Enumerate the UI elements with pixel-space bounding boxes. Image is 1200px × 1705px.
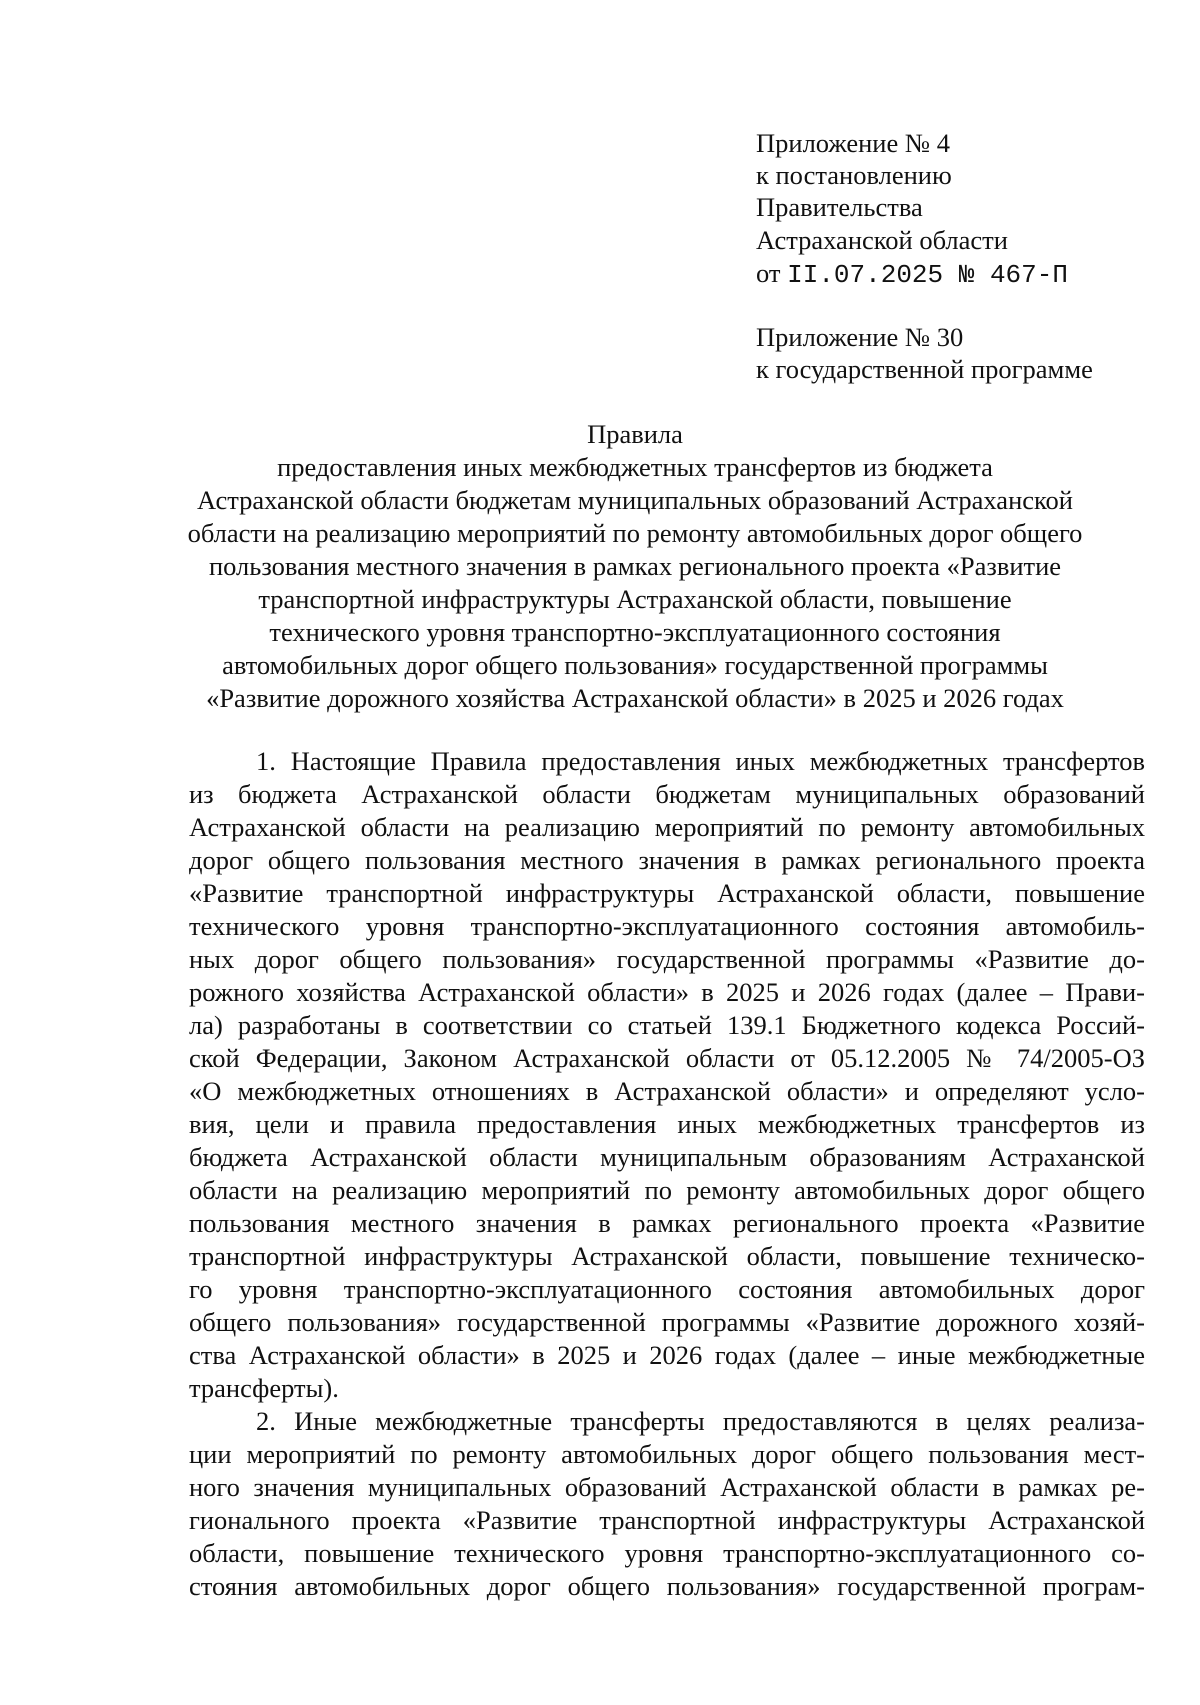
appendix-date-line — [756, 258, 1068, 290]
paragraph-line: го уровня транспортно-эксплуатационного состояния автомобильных дорог — [189, 1274, 1145, 1304]
paragraph-line: технического уровня транспортно-эксплуатационного состояния автомобиль- — [189, 911, 1145, 941]
paragraph-line: гионального проекта «Развитие транспортной инфраструктуры Астраханской — [189, 1505, 1145, 1535]
title-heading: Правила — [587, 419, 683, 449]
paragraph-line: трансферты). — [189, 1373, 339, 1403]
paragraph-line: пользования местного значения в рамках регионального проекта «Развитие — [189, 1208, 1145, 1238]
paragraph-line: области на реализацию мероприятий по ремонту автомобильных дорог общего — [189, 1175, 1145, 1205]
title-line: автомобильных дорог общего пользования» государственной программы — [222, 650, 1048, 680]
appendix-to-resolution: к постановлению — [756, 160, 952, 190]
paragraph-line: Астраханской области на реализацию мероприятий по ремонту автомобильных — [189, 812, 1145, 842]
title-line: Астраханской области бюджетам муниципальных образований Астраханской — [197, 485, 1073, 515]
paragraph-line: из бюджета Астраханской области бюджетам муниципальных образований — [189, 779, 1145, 809]
paragraph-line: «Развитие транспортной инфраструктуры Астраханской области, повышение — [189, 878, 1145, 908]
title-line: области на реализацию мероприятий по ремонту автомобильных дорог общего — [187, 518, 1083, 548]
title-line: технического уровня транспортно-эксплуатационного состояния — [269, 617, 1001, 647]
paragraph-line: области, повышение технического уровня транспортно-эксплуатационного со- — [189, 1538, 1145, 1568]
paragraph-line: «О межбюджетных отношениях в Астраханской области» и определяют усло- — [189, 1076, 1145, 1106]
paragraph-line: ного значения муниципальных образований Астраханской области в рамках ре- — [189, 1472, 1145, 1502]
paragraph-line: транспортной инфраструктуры Астраханской области, повышение техническо- — [189, 1241, 1145, 1271]
paragraph-line: ции мероприятий по ремонту автомобильных дорог общего пользования мест- — [189, 1439, 1145, 1469]
title-line: «Развитие дорожного хозяйства Астраханской области» в 2025 и 2026 годах — [206, 683, 1064, 713]
appendix-number: Приложение № 4 — [756, 128, 951, 158]
program-appendix-target: к государственной программе — [756, 354, 1093, 384]
paragraph-line: ской Федерации, Законом Астраханской области от 05.12.2005 № 74/2005-ОЗ — [189, 1043, 1145, 1073]
date-prefix: от — [756, 258, 781, 288]
paragraph-line: 1. Настоящие Правила предоставления иных межбюджетных трансфертов — [256, 746, 1145, 776]
paragraph-line: общего пользования» государственной программы «Развитие дорожного хозяй- — [189, 1307, 1145, 1337]
paragraph-line: бюджета Астраханской области муниципальным образованиям Астраханской — [189, 1142, 1145, 1172]
date-number-stamp: II.07.2025 № 467-П — [787, 260, 1068, 290]
paragraph-line: дорог общего пользования местного значения в рамках регионального проекта — [189, 845, 1145, 875]
title-line: транспортной инфраструктуры Астраханской области, повышение — [258, 584, 1012, 614]
appendix-region: Астраханской области — [756, 225, 1008, 255]
title-line: пользования местного значения в рамках регионального проекта «Развитие — [208, 551, 1062, 581]
paragraph-line: вия, цели и правила предоставления иных межбюджетных трансфертов из — [189, 1109, 1145, 1139]
paragraph-line: ла) разработаны в соответствии со статьей 139.1 Бюджетного кодекса Россий- — [189, 1010, 1145, 1040]
paragraph-line: ных дорог общего пользования» государственной программы «Развитие до- — [189, 944, 1145, 974]
appendix-government: Правительства — [756, 192, 923, 222]
paragraph-line: стояния автомобильных дорог общего пользования» государственной програм- — [189, 1571, 1145, 1601]
paragraph-line: ства Астраханской области» в 2025 и 2026 годах (далее – иные межбюджетные — [189, 1340, 1145, 1370]
program-appendix-number: Приложение № 30 — [756, 322, 964, 352]
title-line: предоставления иных межбюджетных трансфертов из бюджета — [277, 452, 993, 482]
paragraph-line: рожного хозяйства Астраханской области» в 2025 и 2026 годах (далее – Прави- — [189, 977, 1145, 1007]
paragraph-line: 2. Иные межбюджетные трансферты предоставляются в целях реализа- — [256, 1406, 1145, 1436]
